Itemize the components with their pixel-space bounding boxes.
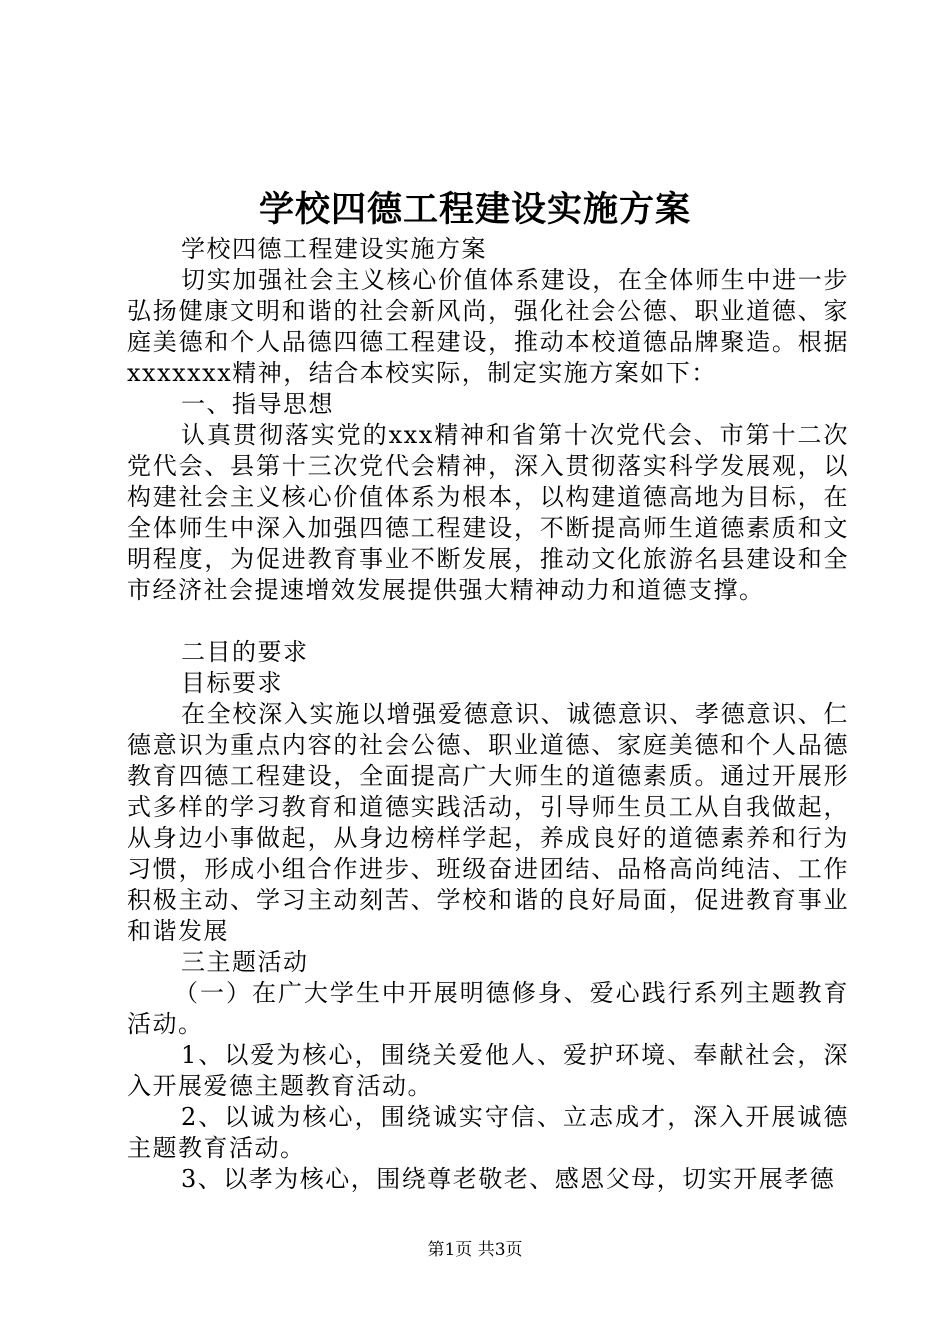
heading-guiding-thought: 一、指导思想 [181,390,334,418]
list-item-1: 1、以爱为核心，围绕关爱他人、爱护环境、奉献社会，深入开展爱德主题教育活动。 [127,1041,849,1100]
page-footer: 第1页 共3页 [427,1240,523,1260]
list-item-3: 3、以孝为核心，围绕尊老敬老、感恩父母，切实开展孝德 [181,1165,836,1193]
heading-theme-activities: 三主题活动 [181,948,309,976]
paragraph-intro: 切实加强社会主义核心价值体系建设，在全体师生中进一步弘扬健康文明和谐的社会新风尚，强化社会公德、职业道德、家庭美德和个人品德四德工程建设，推动本校道德品牌聚造。根据xxxxxxx精神，结合本校实际，制定实施方案如下： [127,266,849,387]
list-item-2: 2、以诚为核心，围绕诚实守信、立志成才，深入开展诚德主题教育活动。 [127,1103,849,1162]
heading-purpose: 二目的要求 [181,638,309,666]
document-title: 学校四德工程建设实施方案 [258,189,691,230]
heading-goal: 目标要求 [181,669,283,697]
paragraph-goal: 在全校深入实施以增强爱德意识、诚德意识、孝德意识、仁德意识为重点内容的社会公德、职业道德、家庭美德和个人品德教育四德工程建设，全面提高广大师生的道德素质。通过开展形式多样的学习教育和道德实践活动，引导师生员工从自我做起，从身边小事做起，从身边榜样学起，养成良好的道德素养和行为习惯，形成小组合作进步、班级奋进团结、品格高尚纯洁、工作积极主动、学习主动刻苦、学校和谐的良好局面，促进教育事业和谐发展 [127,700,849,945]
paragraph-spacer [127,606,849,637]
paragraph-activity-1: （一）在广大学生中开展明德修身、爱心践行系列主题教育活动。 [127,979,849,1038]
paragraph-guiding-thought: 认真贯彻落实党的xxx精神和省第十次党代会、市第十二次党代会、县第十三次党代会精神，深入贯彻落实科学发展观，以构建社会主义核心价值体系为根本，以构建道德高地为目标，在全体师生中深入加强四德工程建设，不断提高师生道德素质和文明程度，为促进教育事业不断发展，推动文化旅游名县建设和全市经济社会提速增效发展提供强大精神动力和道德支撑。 [127,421,849,604]
document-body [127,234,849,1195]
paragraph-subtitle: 学校四德工程建设实施方案 [181,235,487,263]
